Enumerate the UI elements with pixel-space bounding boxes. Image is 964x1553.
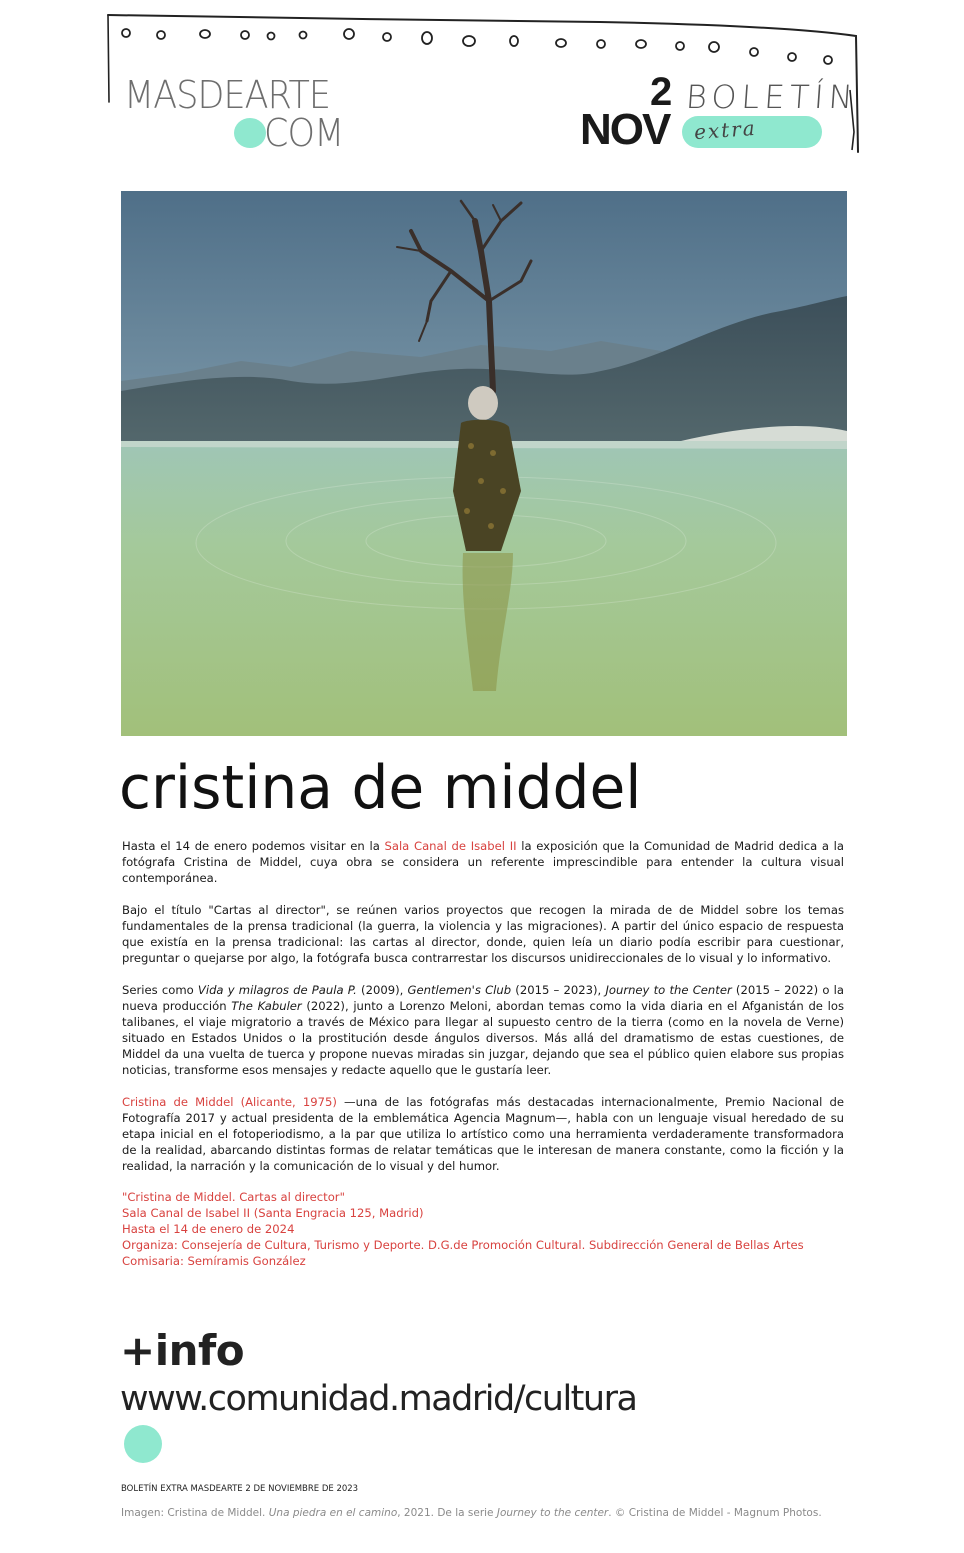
paragraph-text: (2009), xyxy=(356,983,408,997)
series-title: Gentlemen's Club xyxy=(407,983,512,997)
series-title: Vida y milagros de Paula P. xyxy=(197,983,357,997)
article-body xyxy=(122,838,844,1190)
credit-text: . © Cristina de Middel - Magnum Photos. xyxy=(608,1507,822,1519)
artwork-title: Una piedra en el camino xyxy=(268,1507,398,1519)
paragraph-text: la exposición que la Comunidad de Madrid dedica a la fotógrafa Cristina de Middel, cuya obra se considera un referente imprescindible para entender la cultura visual contemporánea. xyxy=(122,839,844,885)
article-title: cristina de middel xyxy=(119,753,642,823)
exhibition-title[interactable]: "Cristina de Middel. Cartas al director" xyxy=(122,1190,345,1204)
hero-photo-illustration xyxy=(121,191,847,736)
more-info-label[interactable]: +info xyxy=(120,1326,245,1375)
credit-text: Imagen: Cristina de Middel. xyxy=(121,1507,269,1519)
exhibition-organizer[interactable]: Organiza: Consejería de Cultura, Turismo y Deporte. D.G.de Promoción Cultural. Subdirección General de Bellas Artes xyxy=(122,1238,804,1252)
series-title: Journey to the Center xyxy=(605,983,732,997)
paragraph-text: Series como xyxy=(122,983,198,997)
artist-link[interactable]: Cristina de Middel (Alicante, 1975) xyxy=(122,1095,337,1109)
article-paragraph-4 xyxy=(122,1094,844,1174)
paragraph-text: Hasta el 14 de enero podemos visitar en la xyxy=(122,839,385,853)
paragraph-text: (2015 – 2023), xyxy=(511,983,606,997)
series-title: The Kabuler xyxy=(231,999,302,1013)
more-info-url-link[interactable]: www.comunidad.madrid/cultura xyxy=(120,1379,637,1419)
extra-badge-label: extra xyxy=(693,115,758,145)
issue-day: 2 xyxy=(650,70,673,114)
issue-month: NOV xyxy=(580,105,670,154)
accent-dot xyxy=(124,1425,162,1463)
exhibition-curator[interactable]: Comisaria: Semíramis González xyxy=(122,1254,306,1268)
image-credit xyxy=(121,1506,822,1520)
article-paragraph-2: Bajo el título "Cartas al director", se reúnen varios proyectos que recogen la mirada de de Middel sobre los temas fundamentales de la prensa tradicional (la guerra, la violencia y las migraciones). A partir del único espacio de respuesta que existía en la prensa tradicional: las cartas al director, donde, quien leía un diario podía escribir para cuestionar, preguntar o quejarse por algo, la fotógrafa busca contrarrestar los discursos unidireccionales de lo visual y lo informativo. xyxy=(122,903,844,965)
logo-wordmark-masdearte[interactable]: MASDEARTE xyxy=(124,73,331,117)
hero-photo[interactable] xyxy=(121,191,847,736)
exhibition-dates[interactable]: Hasta el 14 de enero de 2024 xyxy=(122,1222,295,1236)
series-title: Journey to the center xyxy=(496,1507,609,1519)
article-paragraph-3 xyxy=(122,982,844,1078)
paragraph-text: (2015 – 2022) o la nueva producción xyxy=(122,983,844,1013)
credit-text: , 2021. De la serie xyxy=(397,1507,497,1519)
paragraph-text: (2022), junto a Lorenzo Meloni, abordan temas como la vida diaria en el Afganistán de los talibanes, el viaje migratorio a través de México para llegar al supuesto centro de la tierra (como en la novela de Verne) situado en Estados Unidos o la prostitución desde ángulos diversos. Más allá del dramatismo de estas cuestiones, de Middel da una vuelta de tuerca y propone nuevas miradas sin juzgar, dejando que sea el público quien elabore sus propias noticias, transforme esos mensajes y redacte aquello que le gustaría leer. xyxy=(122,999,844,1077)
logo-dot xyxy=(234,118,266,148)
exhibition-venue[interactable]: Sala Canal de Isabel II (Santa Engracia 125, Madrid) xyxy=(122,1206,424,1220)
paragraph-text: —una de las fotógrafas más destacadas internacionalmente, Premio Nacional de Fotografía 2017 y actual presidenta de la emblemática Agencia Magnum—, habla con un lenguaje visual heredado de su etapa inicial en el fotoperiodismo, a la par que utiliza lo artístico como una herramienta verdaderamente transformadora de la realidad, abarcando distintas formas de relatar temáticas que le interesan de manera constante, como la ficción y la realidad, la narración y la comunicación de lo visual y del humor. xyxy=(122,1095,844,1173)
venue-link[interactable]: Sala Canal de Isabel II xyxy=(384,839,517,853)
article-paragraph-1 xyxy=(122,838,844,886)
newsletter-header xyxy=(0,0,964,170)
logo-wordmark-com[interactable]: COM xyxy=(264,111,344,155)
edition-footer: BOLETÍN EXTRA MASDEARTE 2 DE NOVIEMBRE DE 2023 xyxy=(121,1484,359,1494)
exhibition-info xyxy=(122,1189,804,1269)
edition-label: BOLETÍN xyxy=(684,78,859,116)
